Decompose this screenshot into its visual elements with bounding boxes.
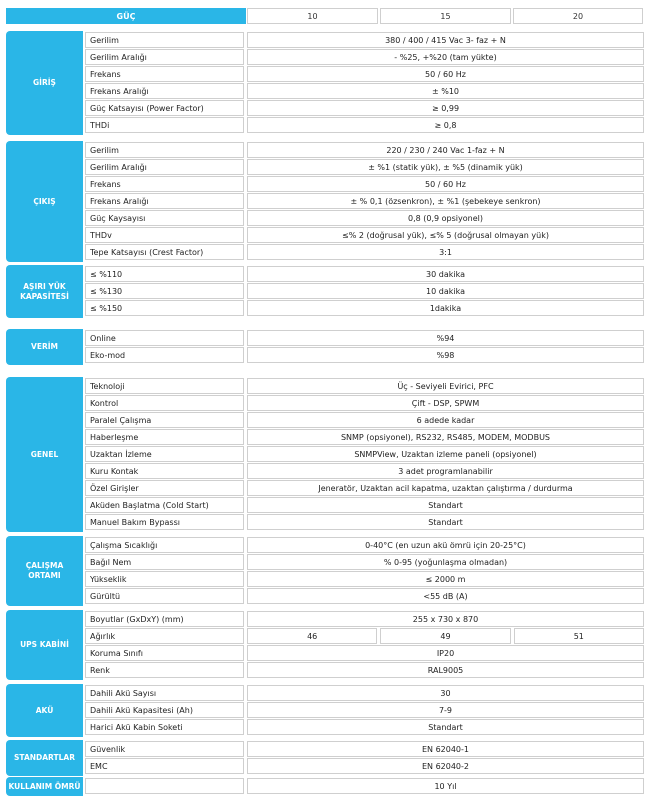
spec-param — [85, 778, 244, 794]
spec-value: Üç - Seviyeli Evirici, PFC — [247, 378, 644, 394]
spec-value: 7-9 — [247, 702, 644, 718]
spec-param: Uzaktan İzleme — [85, 446, 244, 462]
spec-row — [85, 429, 644, 445]
spec-param: Frekans — [85, 176, 244, 192]
section-label: ÇIKIŞ — [6, 141, 83, 262]
spec-param: THDv — [85, 227, 244, 243]
spec-param: ≤ %110 — [85, 266, 244, 282]
spec-row — [85, 537, 644, 553]
spec-row — [85, 611, 644, 627]
spec-row — [85, 378, 644, 394]
spec-param: Manuel Bakım Bypassı — [85, 514, 244, 530]
spec-param: Gürültü — [85, 588, 244, 604]
spec-value: 10 Yıl — [247, 778, 644, 794]
spec-param: Özel Girişler — [85, 480, 244, 496]
spec-value: 30 — [247, 685, 644, 701]
spec-param: Bağıl Nem — [85, 554, 244, 570]
spec-row — [85, 49, 644, 65]
spec-value: 10 dakika — [247, 283, 644, 299]
spec-param: Frekans Aralığı — [85, 193, 244, 209]
spec-param: Boyutlar (GxDxY) (mm) — [85, 611, 244, 627]
spec-row — [85, 244, 644, 260]
spec-row — [85, 554, 644, 570]
spec-param: Güç Katsayısı (Power Factor) — [85, 100, 244, 116]
spec-row — [85, 514, 644, 530]
section-label: AKÜ — [6, 684, 83, 737]
spec-param: EMC — [85, 758, 244, 774]
spec-row — [85, 778, 644, 794]
section-0 — [6, 31, 643, 135]
spec-param: Tepe Katsayısı (Crest Factor) — [85, 244, 244, 260]
spec-value: ± %10 — [247, 83, 644, 99]
section-2 — [6, 265, 643, 318]
spec-param: Haberleşme — [85, 429, 244, 445]
section-7 — [6, 684, 643, 737]
spec-param: Harici Akü Kabin Soketi — [85, 719, 244, 735]
spec-param: Dahili Akü Kapasitesi (Ah) — [85, 702, 244, 718]
spec-value: %98 — [247, 347, 644, 363]
spec-value: Çift - DSP, SPWM — [247, 395, 644, 411]
spec-row — [85, 412, 644, 428]
spec-value: Standart — [247, 719, 644, 735]
spec-value: SNMPView, Uzaktan izleme paneli (opsiyonel) — [247, 446, 644, 462]
spec-value: 1dakika — [247, 300, 644, 316]
spec-row — [85, 210, 644, 226]
spec-value: EN 62040-1 — [247, 741, 644, 757]
section-label: UPS KABİNİ — [6, 610, 83, 680]
spec-row — [85, 300, 644, 316]
header-guc-label: GÜÇ — [6, 8, 246, 24]
spec-param: Ağırlık — [85, 628, 244, 644]
spec-value: 3:1 — [247, 244, 644, 260]
spec-row — [85, 142, 644, 158]
spec-row — [85, 159, 644, 175]
spec-value: ≤% 2 (doğrusal yük), ≤% 5 (doğrusal olmayan yük) — [247, 227, 644, 243]
spec-value: 30 dakika — [247, 266, 644, 282]
spec-value: 0-40°C (en uzun akü ömrü için 20-25°C) — [247, 537, 644, 553]
section-label: GİRİŞ — [6, 31, 83, 135]
section-label: AŞIRI YÜK KAPASİTESİ — [6, 265, 83, 318]
spec-row — [85, 719, 644, 735]
spec-row — [85, 446, 644, 462]
spec-param: ≤ %150 — [85, 300, 244, 316]
section-label: VERİM — [6, 329, 83, 365]
spec-param: Gerilim Aralığı — [85, 159, 244, 175]
spec-row — [85, 480, 644, 496]
spec-param: Yükseklik — [85, 571, 244, 587]
spec-row — [85, 497, 644, 513]
spec-value: EN 62040-2 — [247, 758, 644, 774]
spec-value-col-2: 51 — [514, 628, 644, 644]
section-1 — [6, 141, 643, 262]
spec-value-col-1: 49 — [380, 628, 510, 644]
spec-value: 50 / 60 Hz — [247, 176, 644, 192]
spec-value: 220 / 230 / 240 Vac 1-faz + N — [247, 142, 644, 158]
header-power-20: 20 — [513, 8, 643, 24]
section-3 — [6, 329, 643, 365]
section-5 — [6, 536, 643, 606]
spec-param: Gerilim — [85, 142, 244, 158]
spec-param: Paralel Çalışma — [85, 412, 244, 428]
spec-value: <55 dB (A) — [247, 588, 644, 604]
spec-row — [85, 395, 644, 411]
spec-row — [85, 571, 644, 587]
spec-param: Eko-mod — [85, 347, 244, 363]
spec-row — [85, 32, 644, 48]
spec-row — [85, 628, 644, 644]
spec-param: Koruma Sınıfı — [85, 645, 244, 661]
spec-value: ± % 0,1 (özsenkron), ± %1 (şebekeye senkron) — [247, 193, 644, 209]
spec-value: ≥ 0,99 — [247, 100, 644, 116]
spec-param: ≤ %130 — [85, 283, 244, 299]
section-4 — [6, 377, 643, 532]
spec-value: 380 / 400 / 415 Vac 3- faz + N — [247, 32, 644, 48]
spec-row — [85, 463, 644, 479]
spec-value: ± %1 (statik yük), ± %5 (dinamik yük) — [247, 159, 644, 175]
spec-value: RAL9005 — [247, 662, 644, 678]
spec-row — [85, 117, 644, 133]
spec-row — [85, 330, 644, 346]
spec-value: 3 adet programlanabilir — [247, 463, 644, 479]
spec-value-col-0: 46 — [247, 628, 377, 644]
spec-row — [85, 758, 644, 774]
spec-param: Teknoloji — [85, 378, 244, 394]
spec-param: Online — [85, 330, 244, 346]
spec-param: Gerilim — [85, 32, 244, 48]
spec-param: Dahili Akü Sayısı — [85, 685, 244, 701]
spec-value: Jeneratör, Uzaktan acil kapatma, uzaktan çalıştırma / durdurma — [247, 480, 644, 496]
spec-value: - %25, +%20 (tam yükte) — [247, 49, 644, 65]
spec-value: ≥ 0,8 — [247, 117, 644, 133]
section-8 — [6, 740, 643, 776]
spec-param: Frekans Aralığı — [85, 83, 244, 99]
spec-row — [85, 176, 644, 192]
section-label: ÇALIŞMA ORTAMI — [6, 536, 83, 606]
spec-values-split — [247, 628, 644, 644]
section-9 — [6, 777, 643, 796]
spec-row — [85, 100, 644, 116]
spec-value: %94 — [247, 330, 644, 346]
spec-value: 255 x 730 x 870 — [247, 611, 644, 627]
spec-value: IP20 — [247, 645, 644, 661]
section-6 — [6, 610, 643, 680]
spec-row — [85, 283, 644, 299]
spec-param: Kuru Kontak — [85, 463, 244, 479]
spec-value: Standart — [247, 514, 644, 530]
spec-value: 6 adede kadar — [247, 412, 644, 428]
spec-param: Kontrol — [85, 395, 244, 411]
spec-value: Standart — [247, 497, 644, 513]
spec-param: Çalışma Sıcaklığı — [85, 537, 244, 553]
spec-row — [85, 662, 644, 678]
spec-value: % 0-95 (yoğunlaşma olmadan) — [247, 554, 644, 570]
spec-row — [85, 66, 644, 82]
spec-row — [85, 227, 644, 243]
spec-value: SNMP (opsiyonel), RS232, RS485, MODEM, MODBUS — [247, 429, 644, 445]
header-power-15: 15 — [380, 8, 511, 24]
spec-param: Güvenlik — [85, 741, 244, 757]
spec-value: 0,8 (0,9 opsiyonel) — [247, 210, 644, 226]
spec-row — [85, 685, 644, 701]
spec-row — [85, 645, 644, 661]
spec-param: Aküden Başlatma (Cold Start) — [85, 497, 244, 513]
section-label: STANDARTLAR — [6, 740, 83, 776]
spec-param: THDi — [85, 117, 244, 133]
header-power-10: 10 — [247, 8, 378, 24]
spec-param: Güç Kaysayısı — [85, 210, 244, 226]
spec-row — [85, 588, 644, 604]
spec-row — [85, 347, 644, 363]
spec-row — [85, 741, 644, 757]
spec-row — [85, 266, 644, 282]
spec-param: Renk — [85, 662, 244, 678]
section-label: KULLANIM ÖMRÜ — [6, 777, 83, 796]
section-label: GENEL — [6, 377, 83, 532]
spec-param: Frekans — [85, 66, 244, 82]
spec-value: ≤ 2000 m — [247, 571, 644, 587]
spec-row — [85, 702, 644, 718]
spec-row — [85, 83, 644, 99]
spec-row — [85, 193, 644, 209]
spec-param: Gerilim Aralığı — [85, 49, 244, 65]
spec-value: 50 / 60 Hz — [247, 66, 644, 82]
